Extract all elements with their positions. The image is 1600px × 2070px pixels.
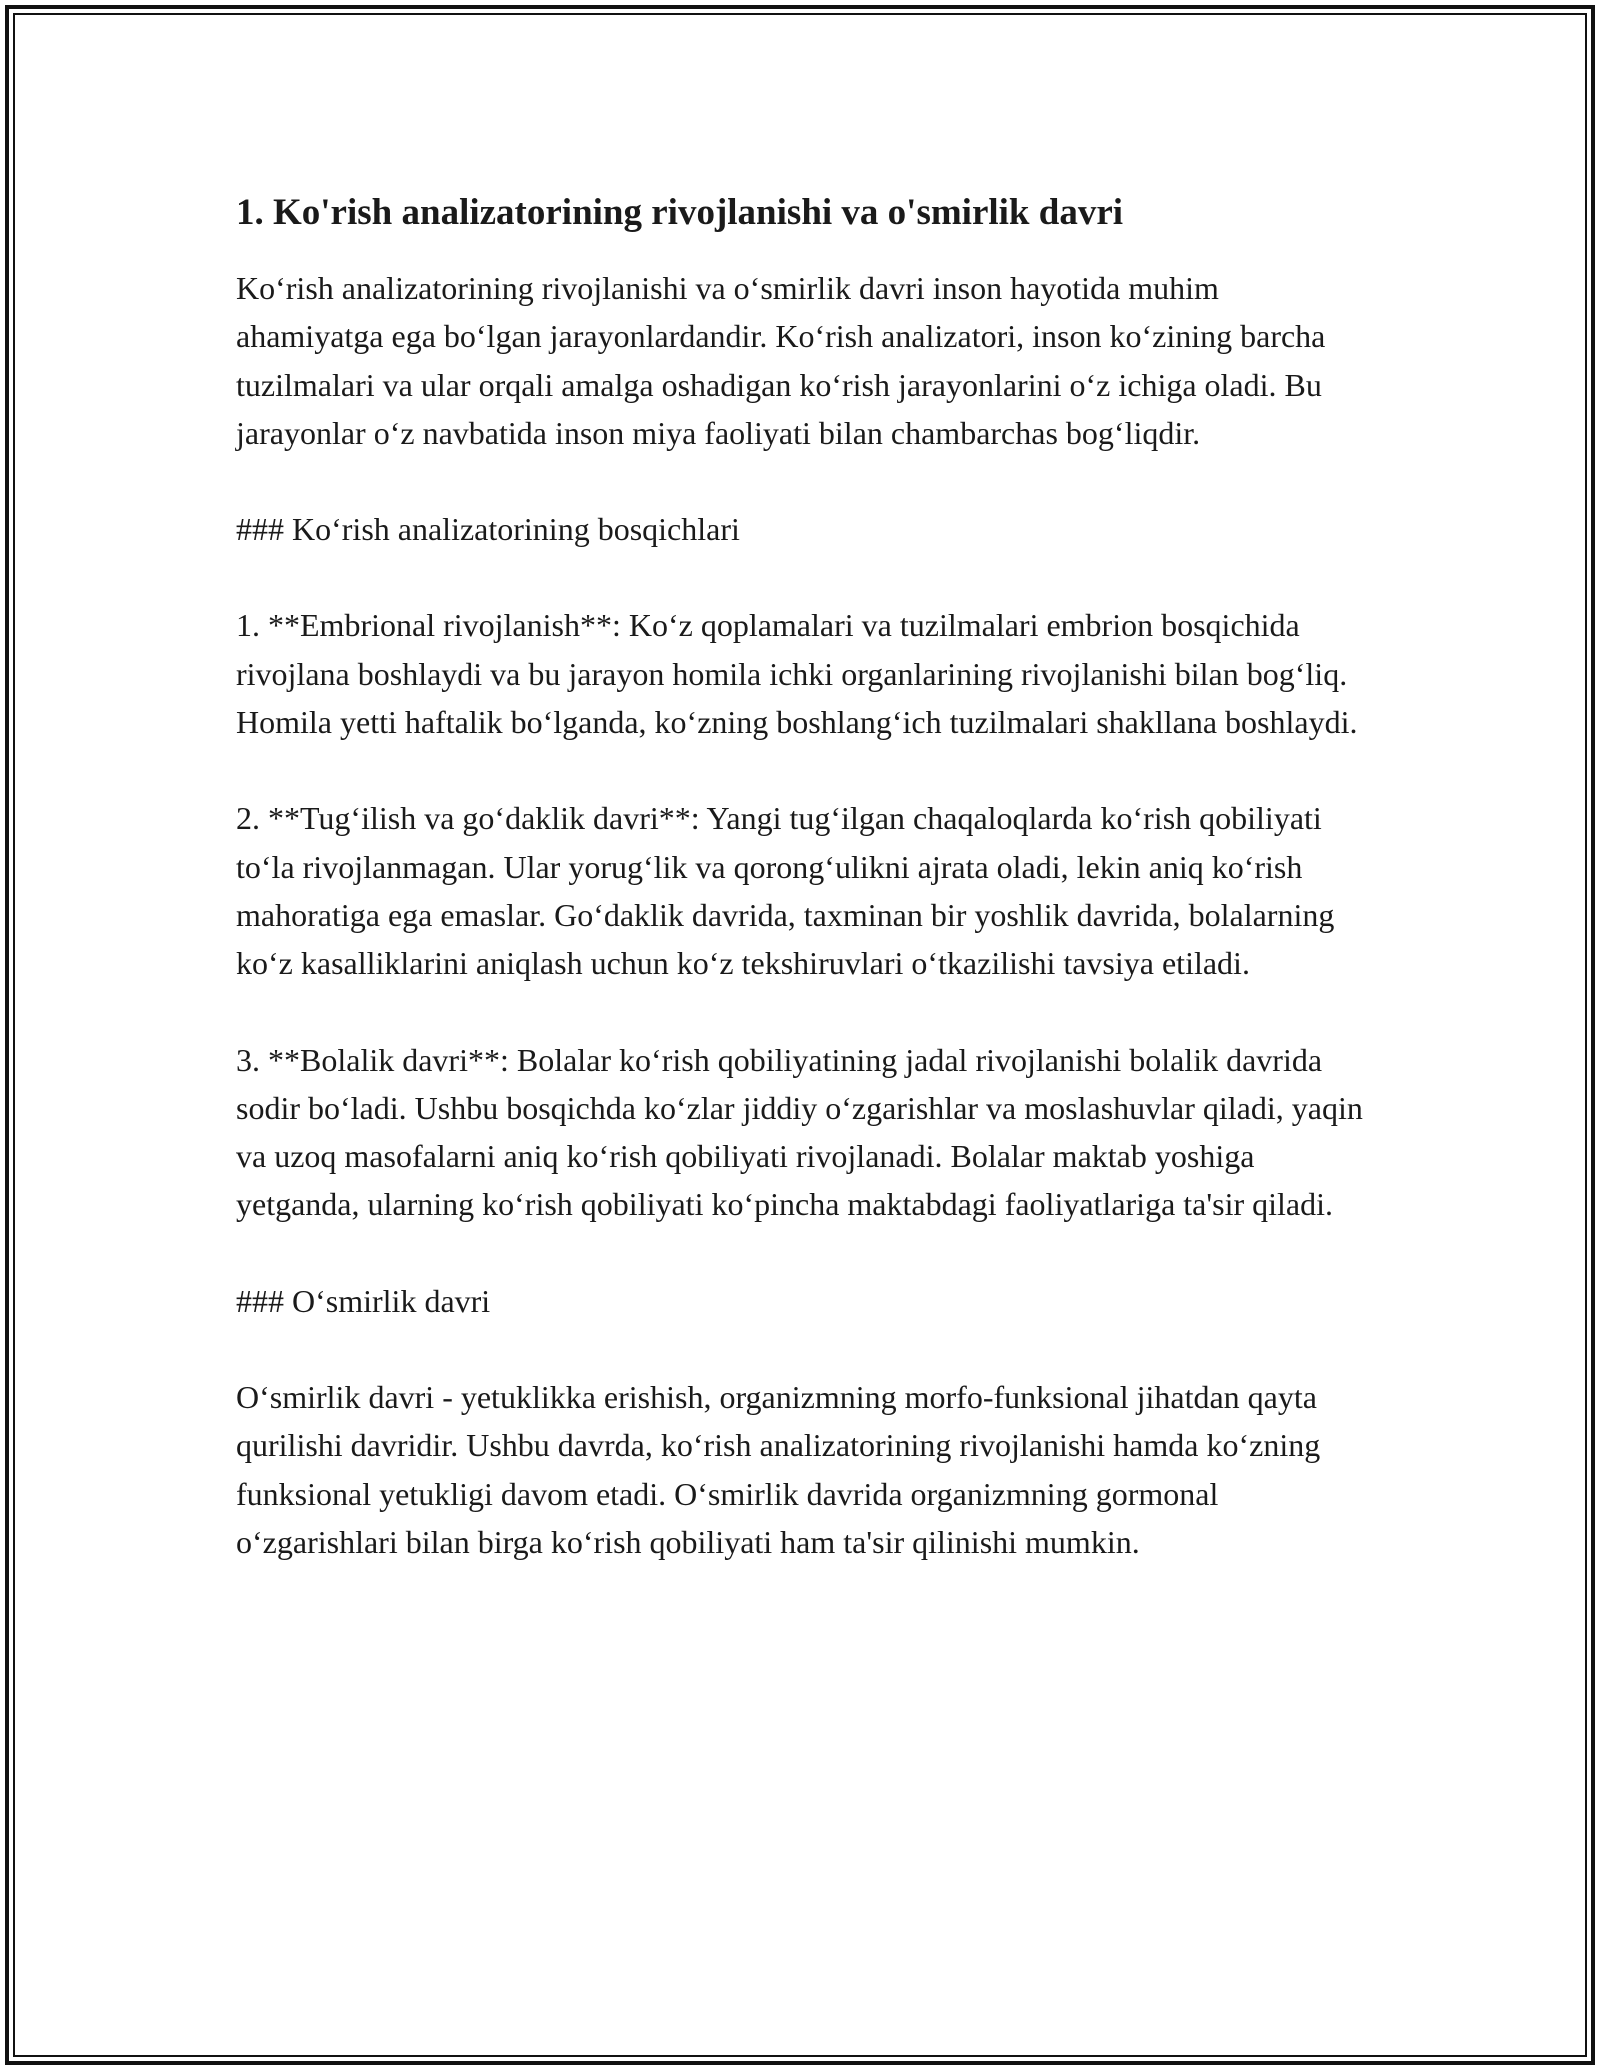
document-title: 1. Ko'rish analizatorining rivojlanishi va o'smirlik davri [236,192,1124,233]
document-body [236,188,1366,1566]
section-heading-adolescence: ### O‘smirlik davri [236,1282,491,1319]
stage-2-paragraph: 2. **Tug‘ilish va go‘daklik davri**: Yangi tug‘ilgan chaqaloqlarda ko‘rish qobiliyati to‘la rivojlanmagan. Ular yorug‘lik va qorong‘ulikni ajrata oladi, lekin aniq ko‘rish mahoratiga ega emaslar. Go‘daklik davrida, taxminan bir yoshlik davrida, bolalarning ko‘z kasalliklarini aniqlash uchun ko‘z tekshiruvlari o‘tkazilishi tavsiya etiladi. [236,800,1335,982]
stage-3-paragraph: 3. **Bolalik davri**: Bolalar ko‘rish qobiliyatining jadal rivojlanishi bolalik davrida sodir bo‘ladi. Ushbu bosqichda ko‘zlar jiddiy o‘zgarishlar va moslashuvlar qiladi, yaqin va uzoq masofalarni aniq ko‘rish qobiliyati rivojlanadi. Bolalar maktab yoshiga yetganda, ularning ko‘rish qobiliyati ko‘pincha maktabdagi faoliyatlariga ta'sir qiladi. [236,1041,1363,1223]
adolescence-paragraph: O‘smirlik davri - yetuklikka erishish, organizmning morfo-funksional jihatdan qayta qurilishi davridir. Ushbu davrda, ko‘rish analizatorining rivojlanishi hamda ko‘zning funksional yetukligi davom etadi. O‘smirlik davrida organizmning gormonal o‘zgarishlari bilan birga ko‘rish qobiliyati ham ta'sir qilinishi mumkin. [236,1379,1321,1560]
section-heading-stages: ### Ko‘rish analizatorining bosqichlari [236,511,740,548]
stage-1-paragraph: 1. **Embrional rivojlanish**: Ko‘z qoplamalari va tuzilmalari embrion bosqichida rivojlana boshlaydi va bu jarayon homila ichki organlarining rivojlanishi bilan bog‘liq. Homila yetti haftalik bo‘lganda, ko‘zning boshlang‘ich tuzilmalari shakllana boshlaydi. [236,607,1358,741]
intro-paragraph: Ko‘rish analizatorining rivojlanishi va o‘smirlik davri inson hayotida muhim ahamiyatga ega bo‘lgan jarayonlardandir. Ko‘rish analizatori, inson ko‘zining barcha tuzilmalari va ular orqali amalga oshadigan ko‘rish jarayonlarini o‘z ichiga oladi. Bu jarayonlar o‘z navbatida inson miya faoliyati bilan chambarchas bog‘liqdir. [236,270,1326,451]
